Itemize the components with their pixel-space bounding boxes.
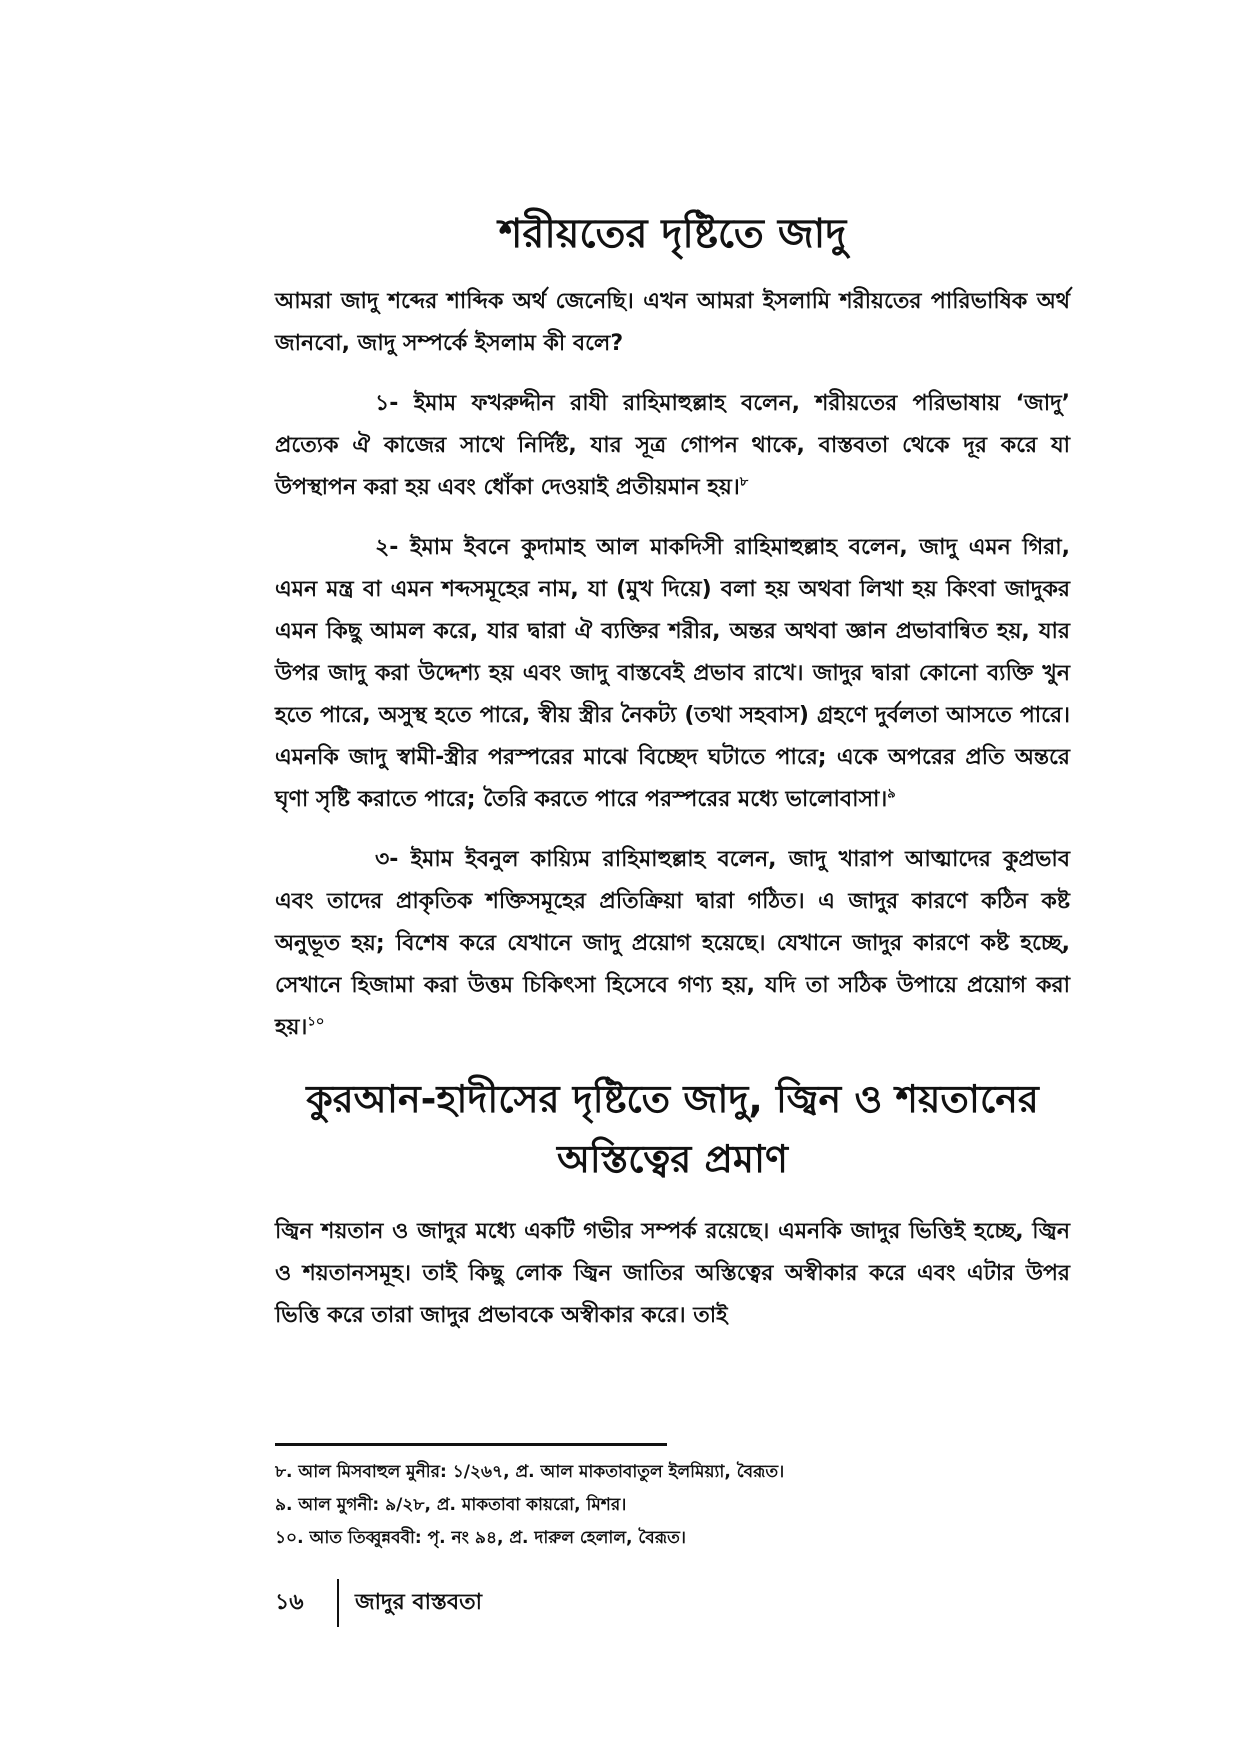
page-number: ১৬ <box>275 1589 304 1615</box>
main-content <box>275 205 1070 1355</box>
point-3-paragraph <box>275 839 1070 1049</box>
footnote-ref-9: ৯ <box>887 786 896 802</box>
jinn-intro-paragraph: জ্বিন শয়তান ও জাদুর মধ্যে একটি গভীর সম্পর্ক রয়েছে। এমনকি জাদুর ভিত্তিই হচ্ছে, জ্বিন ও শয়তানসমূহ। তাই কিছু লোক জ্বিন জাতির অস্তিত্বের অস্বীকার করে এবং এটার উপর ভিত্তি করে তারা জাদুর প্রভাবকে অস্বীকার করে। তাই <box>275 1219 1070 1328</box>
intro-paragraph: আমরা জাদু শব্দের শাব্দিক অর্থ জেনেছি। এখন আমরা ইসলামি শরীয়তের পারিভাষিক অর্থ জানবো, জাদু সম্পর্কে ইসলাম কী বলে? <box>275 289 1070 356</box>
footnotes <box>275 1443 1070 1555</box>
point-1-paragraph <box>275 383 1070 509</box>
page-footer <box>275 1583 482 1623</box>
section-title-quran-hadith <box>275 1069 1070 1189</box>
footnote-10: ১০. আত তিব্বুন্নববী: পৃ. নং ৯৪, প্র. দারুল হেলাল, বৈরূত। <box>275 1528 686 1548</box>
point-2-text: ২- ইমাম ইবনে কুদামাহ আল মাকদিসী রাহিমাহুল্লাহ বলেন, জাদু এমন গিরা, এমন মন্ত্র বা এমন শব্দসমূহের নাম, যা (মুখ দিয়ে) বলা হয় অথবা লিখা হয় কিংবা জাদুকর এমন কিছু আমল করে, যার দ্বারা ঐ ব্যক্তির শরীর, অন্তর অথবা জ্ঞান প্রভাবান্বিত হয়, যার উপর জাদু করা উদ্দেশ্য হয় এবং জাদু বাস্তবেই প্রভাব রাখে। জাদুর দ্বারা কোনো ব্যক্তি খুন হতে পারে, অসুস্থ হতে পারে, স্বীয় স্ত্রীর নৈকট্য (তথা সহবাস) গ্রহণে দুর্বলতা আসতে পারে। এমনকি জাদু স্বামী-স্ত্রীর পরস্পরের মাঝে বিচ্ছেদ ঘটাতে পারে; একে অপরের প্রতি অন্তরে ঘৃণা সৃষ্টি করাতে পারে; তৈরি করতে পারে পরস্পরের মধ্যে ভালোবাসা। <box>275 535 1070 812</box>
footnote-9: ৯. আল মুগনী: ৯/২৮, প্র. মাকতাবা কায়রো, মিশর। <box>275 1495 627 1515</box>
footnote-rule <box>275 1443 667 1446</box>
footer-divider <box>337 1579 339 1627</box>
running-title: জাদুর বাস্তবতা <box>355 1589 482 1615</box>
point-2-paragraph <box>275 527 1070 821</box>
section-title-sharia: শরীয়তের দৃষ্টিতে জাদু <box>498 211 847 257</box>
section-title-line-2: অস্তিত্বের প্রমাণ <box>556 1137 788 1181</box>
section-title-line-1: কুরআন-হাদীসের দৃষ্টিতে জাদু, জ্বিন ও শয়তানের <box>306 1077 1039 1121</box>
footnote-ref-8: ৮ <box>739 474 749 490</box>
footnote-ref-10: ১০ <box>307 1014 325 1030</box>
point-3-text: ৩- ইমাম ইবনুল কায়্যিম রাহিমাহুল্লাহ বলেন, জাদু খারাপ আত্মাদের কুপ্রভাব এবং তাদের প্রাকৃতিক শক্তিসমূহের প্রতিক্রিয়া দ্বারা গঠিত। এ জাদুর কারণে কঠিন কষ্ট অনুভূত হয়; বিশেষ করে যেখানে জাদু প্রয়োগ হয়েছে। যেখানে জাদুর কারণে কষ্ট হচ্ছে, সেখানে হিজামা করা উত্তম চিকিৎসা হিসেবে গণ্য হয়, যদি তা সঠিক উপায়ে প্রয়োগ করা হয়। <box>275 847 1070 1040</box>
point-1-text: ১- ইমাম ফখরুদ্দীন রাযী রাহিমাহুল্লাহ বলেন, শরীয়তের পরিভাষায় ‘জাদু’ প্রত্যেক ঐ কাজের সাথে নির্দিষ্ট, যার সূত্র গোপন থাকে, বাস্তবতা থেকে দূর করে যা উপস্থাপন করা হয় এবং ধোঁকা দেওয়াই প্রতীয়মান হয়। <box>275 391 1070 500</box>
footnote-8: ৮. আল মিসবাহুল মুনীর: ১/২৬৭, প্র. আল মাকতাবাতুল ইলমিয়্যা, বৈরূত। <box>275 1462 785 1482</box>
